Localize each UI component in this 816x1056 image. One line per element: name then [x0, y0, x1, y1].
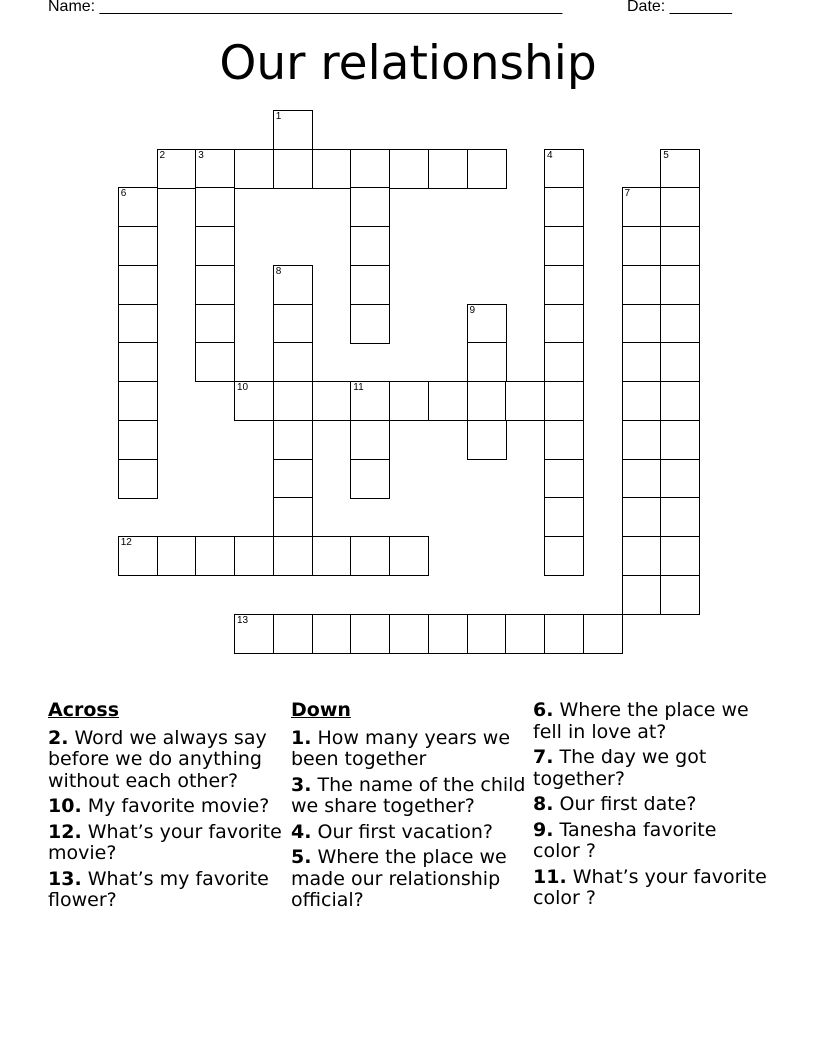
crossword-cell[interactable]	[273, 614, 313, 654]
crossword-cell[interactable]	[505, 614, 545, 654]
crossword-cell[interactable]	[389, 149, 429, 189]
crossword-cell[interactable]	[312, 381, 352, 421]
crossword-cell[interactable]	[544, 420, 584, 460]
crossword-cell[interactable]	[622, 497, 662, 537]
crossword-cell[interactable]	[195, 536, 235, 576]
crossword-cell[interactable]	[273, 497, 313, 537]
date-line: Date: _______	[627, 0, 732, 15]
crossword-cell[interactable]	[234, 381, 274, 421]
clue-down-11	[533, 867, 768, 910]
crossword-cell[interactable]	[428, 381, 468, 421]
crossword-cell[interactable]	[273, 149, 313, 189]
cell-number: 12	[120, 537, 132, 548]
clue-text: What’s your favorite color ?	[533, 865, 767, 909]
crossword-cell[interactable]	[312, 614, 352, 654]
cell-number: 8	[275, 265, 282, 277]
crossword-cell[interactable]	[622, 342, 662, 382]
clue-number: 2.	[48, 726, 69, 749]
down-heading: Down	[291, 699, 351, 721]
crossword-cell[interactable]	[312, 149, 352, 189]
clue-number: 1.	[291, 726, 312, 749]
clue-number: 6.	[533, 699, 554, 721]
crossword-cell[interactable]	[660, 420, 700, 460]
crossword-cell[interactable]	[195, 187, 235, 227]
crossword-cell[interactable]	[350, 304, 390, 344]
crossword-cell[interactable]	[660, 304, 700, 344]
crossword-cell[interactable]	[195, 342, 235, 382]
clue-text: Where the place we made our relationship official?	[291, 846, 507, 911]
crossword-cell[interactable]	[350, 420, 390, 460]
clue-down-7	[533, 747, 768, 790]
crossword-cell[interactable]	[467, 304, 507, 344]
cell-number: 3	[198, 149, 204, 161]
crossword-cell[interactable]	[660, 342, 700, 382]
clue-number: 9.	[533, 818, 554, 841]
clue-down-5	[291, 847, 526, 912]
crossword-cell[interactable]	[273, 536, 313, 576]
clue-text: Our first date?	[559, 793, 697, 815]
crossword-cell[interactable]	[350, 614, 390, 654]
crossword-cell[interactable]	[195, 149, 235, 189]
name-line: Name: ____________________________________________________	[48, 0, 563, 15]
crossword-cell[interactable]	[660, 536, 700, 576]
clue-number: 5.	[291, 846, 312, 868]
clue-across-10	[48, 796, 283, 818]
clue-number: 4.	[291, 820, 312, 843]
crossword-cell[interactable]	[467, 614, 507, 654]
clue-text: How many years we been together	[291, 726, 511, 770]
clue-text: Tanesha favorite color ?	[533, 818, 717, 862]
cell-number: 2	[159, 149, 166, 161]
clue-number: 13.	[48, 867, 82, 890]
crossword-cell[interactable]	[428, 614, 468, 654]
crossword-cell[interactable]	[273, 459, 313, 499]
crossword-cell[interactable]	[312, 536, 352, 576]
cell-number: 11	[353, 382, 364, 393]
clue-number: 10.	[48, 795, 82, 817]
crossword-cell[interactable]	[350, 536, 390, 576]
clue-text: What’s your favorite movie?	[48, 820, 282, 864]
crossword-cell[interactable]	[544, 614, 584, 654]
clue-down-3	[291, 775, 526, 818]
clue-text: The name of the child we share together?	[291, 773, 526, 817]
crossword-cell[interactable]	[118, 420, 158, 460]
cell-number: 6	[120, 188, 127, 200]
crossword-cell[interactable]	[622, 226, 662, 266]
clue-text: The day we got together?	[533, 746, 707, 790]
crossword-cell[interactable]	[118, 304, 158, 344]
clue-across-12	[48, 822, 283, 865]
crossword-cell[interactable]	[505, 381, 545, 421]
clue-number: 7.	[533, 746, 554, 768]
crossword-cell[interactable]	[660, 459, 700, 499]
crossword-cell[interactable]	[118, 536, 158, 576]
clue-text: Our first vacation?	[317, 820, 493, 843]
crossword-cell[interactable]	[622, 575, 662, 615]
crossword-cell[interactable]	[622, 420, 662, 460]
crossword-cell[interactable]	[389, 381, 429, 421]
crossword-cell[interactable]	[234, 149, 274, 189]
clue-down-6	[533, 700, 768, 743]
clue-text: What’s my favorite flower?	[48, 867, 269, 911]
crossword-cell[interactable]	[660, 265, 700, 305]
crossword-cell[interactable]	[467, 342, 507, 382]
crossword-cell[interactable]	[544, 149, 584, 189]
crossword-cell[interactable]	[273, 304, 313, 344]
crossword-cell[interactable]	[118, 381, 158, 421]
crossword-cell[interactable]	[273, 381, 313, 421]
crossword-cell[interactable]	[234, 536, 274, 576]
crossword-cell[interactable]	[195, 304, 235, 344]
down-clues	[291, 700, 526, 916]
crossword-cell[interactable]	[622, 265, 662, 305]
crossword-cell[interactable]	[544, 187, 584, 227]
clue-across-2	[48, 728, 283, 793]
crossword-cell[interactable]	[350, 459, 390, 499]
crossword-cell[interactable]	[660, 149, 700, 189]
crossword-cell[interactable]	[118, 187, 158, 227]
crossword-cell[interactable]	[622, 536, 662, 576]
clue-text: Where the place we fell in love at?	[533, 699, 749, 743]
crossword-cell[interactable]	[660, 381, 700, 421]
crossword-cell[interactable]	[273, 420, 313, 460]
page-title: Our relationship	[219, 36, 597, 91]
crossword-cell[interactable]	[660, 497, 700, 537]
crossword-cell[interactable]	[273, 342, 313, 382]
clue-down-9	[533, 820, 768, 863]
clue-number: 8.	[533, 793, 554, 815]
clue-down-4	[291, 822, 526, 844]
crossword-cell[interactable]	[467, 420, 507, 460]
cell-number: 10	[237, 382, 249, 393]
clue-down-1	[291, 728, 526, 771]
crossword-cell[interactable]	[350, 226, 390, 266]
crossword-cell[interactable]	[195, 265, 235, 305]
crossword-cell[interactable]	[157, 149, 197, 189]
crossword-cell[interactable]	[660, 226, 700, 266]
crossword-cell[interactable]	[622, 381, 662, 421]
crossword-cell[interactable]	[544, 342, 584, 382]
across-heading: Across	[48, 699, 120, 721]
crossword-cell[interactable]	[118, 226, 158, 266]
clue-number: 12.	[48, 820, 82, 843]
cell-number: 4	[547, 149, 553, 161]
crossword-cell[interactable]	[389, 614, 429, 654]
crossword-cell[interactable]	[544, 381, 584, 421]
clue-number: 11.	[533, 865, 567, 888]
crossword-cell[interactable]	[544, 536, 584, 576]
cell-number: 1	[275, 110, 282, 122]
crossword-cell[interactable]	[467, 149, 507, 189]
crossword-cell[interactable]	[544, 226, 584, 266]
crossword-cell[interactable]	[389, 536, 429, 576]
crossword-cell[interactable]	[428, 149, 468, 189]
crossword-cell[interactable]	[273, 110, 313, 150]
clue-text: My favorite movie?	[87, 795, 270, 817]
down-clues-continued	[533, 700, 768, 914]
crossword-cell[interactable]	[234, 614, 274, 654]
crossword-cell[interactable]	[544, 304, 584, 344]
cell-number: 9	[469, 304, 476, 316]
crossword-cell[interactable]	[622, 304, 662, 344]
crossword-cell[interactable]	[544, 497, 584, 537]
crossword-cell[interactable]	[350, 149, 390, 189]
crossword-cell[interactable]	[583, 614, 623, 654]
crossword-cell[interactable]	[660, 187, 700, 227]
clue-across-13	[48, 869, 283, 912]
crossword-cell[interactable]	[350, 265, 390, 305]
clue-down-8	[533, 794, 768, 816]
crossword-cell[interactable]	[660, 575, 700, 615]
crossword-cell[interactable]	[195, 226, 235, 266]
crossword-cell[interactable]	[622, 187, 662, 227]
clue-text: Word we always say before we do anything without each other?	[48, 726, 267, 792]
crossword-cell[interactable]	[350, 381, 390, 421]
cell-number: 13	[237, 614, 249, 626]
crossword-cell[interactable]	[622, 459, 662, 499]
crossword-cell[interactable]	[273, 265, 313, 305]
clue-number: 3.	[291, 773, 312, 796]
crossword-cell[interactable]	[544, 459, 584, 499]
cell-number: 5	[663, 149, 669, 161]
across-clues	[48, 700, 283, 916]
crossword-cell[interactable]	[118, 459, 158, 499]
crossword-cell[interactable]	[118, 342, 158, 382]
crossword-cell[interactable]	[350, 187, 390, 227]
crossword-cell[interactable]	[467, 381, 507, 421]
cell-number: 7	[624, 188, 631, 200]
crossword-cell[interactable]	[157, 536, 197, 576]
crossword-cell[interactable]	[118, 265, 158, 305]
crossword-cell[interactable]	[544, 265, 584, 305]
